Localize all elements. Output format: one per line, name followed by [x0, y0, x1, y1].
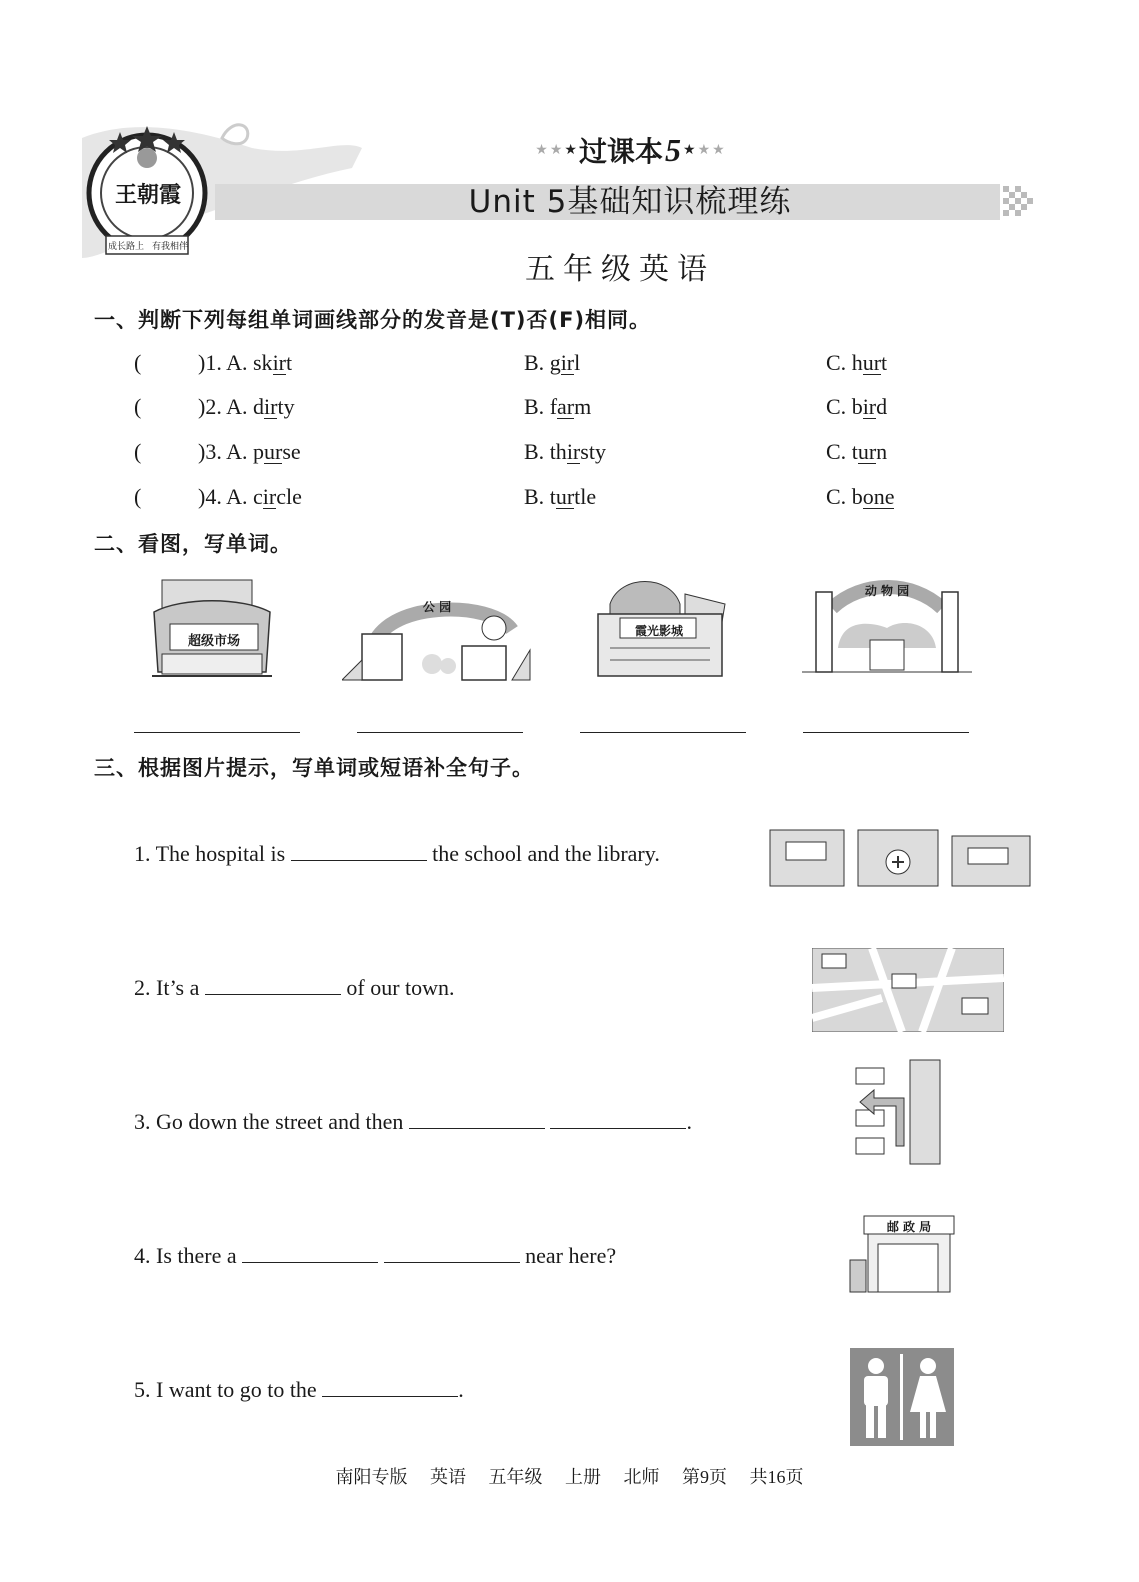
- star-icon: ★: [712, 142, 725, 158]
- sentence-5-blank[interactable]: [322, 1374, 458, 1397]
- sentence-1: 1. The hospital is the school and the library.: [134, 838, 660, 867]
- item-row: ( )1. A. skirt B. girl C. hurt: [0, 348, 1139, 378]
- sentence-2-blank[interactable]: [205, 972, 341, 995]
- section1-heading: 一、判断下列每组单词画线部分的发音是(T)否(F)相同。: [94, 308, 652, 332]
- star-icon: ★: [564, 142, 577, 158]
- logo-slogan-right: 有我相伴: [152, 242, 189, 252]
- supermarket-picture: [142, 572, 278, 684]
- answer-bracket-space[interactable]: [150, 392, 198, 418]
- cinema-picture: [590, 574, 730, 682]
- page-subtitle: 五年级英语: [525, 252, 715, 287]
- post-office-sign: 邮 政 局: [886, 1220, 932, 1234]
- restroom-icon: [850, 1348, 954, 1446]
- answer-line-4[interactable]: [803, 732, 969, 733]
- sentence-1-blank[interactable]: [291, 838, 427, 861]
- sentence-3-blank-b[interactable]: [550, 1106, 686, 1129]
- answer-line-1[interactable]: [134, 732, 300, 733]
- answer-bracket-space[interactable]: [150, 437, 198, 463]
- series-number: 5: [665, 131, 681, 168]
- answer-bracket-space[interactable]: [150, 348, 198, 374]
- town-map-picture: [812, 948, 1004, 1032]
- school-hospital-library-picture: [764, 822, 1036, 892]
- supermarket-sign: 超级市场: [187, 634, 240, 649]
- sentence-4: 4. Is there a near here?: [134, 1240, 616, 1269]
- sentence-2: 2. It’s a of our town.: [134, 972, 455, 1001]
- star-icon: ★: [697, 142, 711, 158]
- star-icon: ★: [535, 142, 548, 158]
- answer-line-3[interactable]: [580, 732, 746, 733]
- star-icon: ★: [683, 142, 696, 158]
- section2-heading: 二、看图，写单词。: [94, 532, 292, 556]
- zoo-sign: 动 物 园: [864, 584, 910, 598]
- sentence-3: 3. Go down the street and then .: [134, 1106, 692, 1135]
- cinema-sign: 霞光影城: [634, 624, 683, 638]
- page-footer: 南阳专版 英语 五年级 上册 北师 第9页 共16页: [335, 1467, 804, 1487]
- logo-text: 王朝霞: [114, 183, 181, 208]
- sentence-5: 5. I want to go to the .: [134, 1374, 464, 1403]
- answer-line-2[interactable]: [357, 732, 523, 733]
- item-row: ( )2. A. dirty B. farm C. bird: [0, 392, 1139, 422]
- section3-heading: 三、根据图片提示，写单词或短语补全句子。: [94, 756, 534, 780]
- series-text: 过课本: [578, 135, 663, 168]
- banner-title: Unit 5基础知识梳理练: [468, 184, 792, 220]
- sentence-3-blank-a[interactable]: [409, 1106, 545, 1129]
- item-row: ( )4. A. circle B. turtle C. bone: [0, 482, 1139, 512]
- park-sign: 公 园: [422, 600, 452, 614]
- answer-bracket-space[interactable]: [150, 482, 198, 508]
- logo-slogan-left: 成长路上: [108, 242, 145, 252]
- turn-left-picture: [850, 1058, 944, 1166]
- post-office-picture: [848, 1214, 958, 1294]
- zoo-picture: [802, 578, 972, 674]
- star-icon: ★: [549, 142, 563, 158]
- sentence-4-blank-b[interactable]: [384, 1240, 520, 1263]
- park-picture: [342, 590, 532, 682]
- item-row: ( )3. A. purse B. thirsty C. turn: [0, 437, 1139, 467]
- series-label: [500, 128, 760, 172]
- sentence-4-blank-a[interactable]: [242, 1240, 378, 1263]
